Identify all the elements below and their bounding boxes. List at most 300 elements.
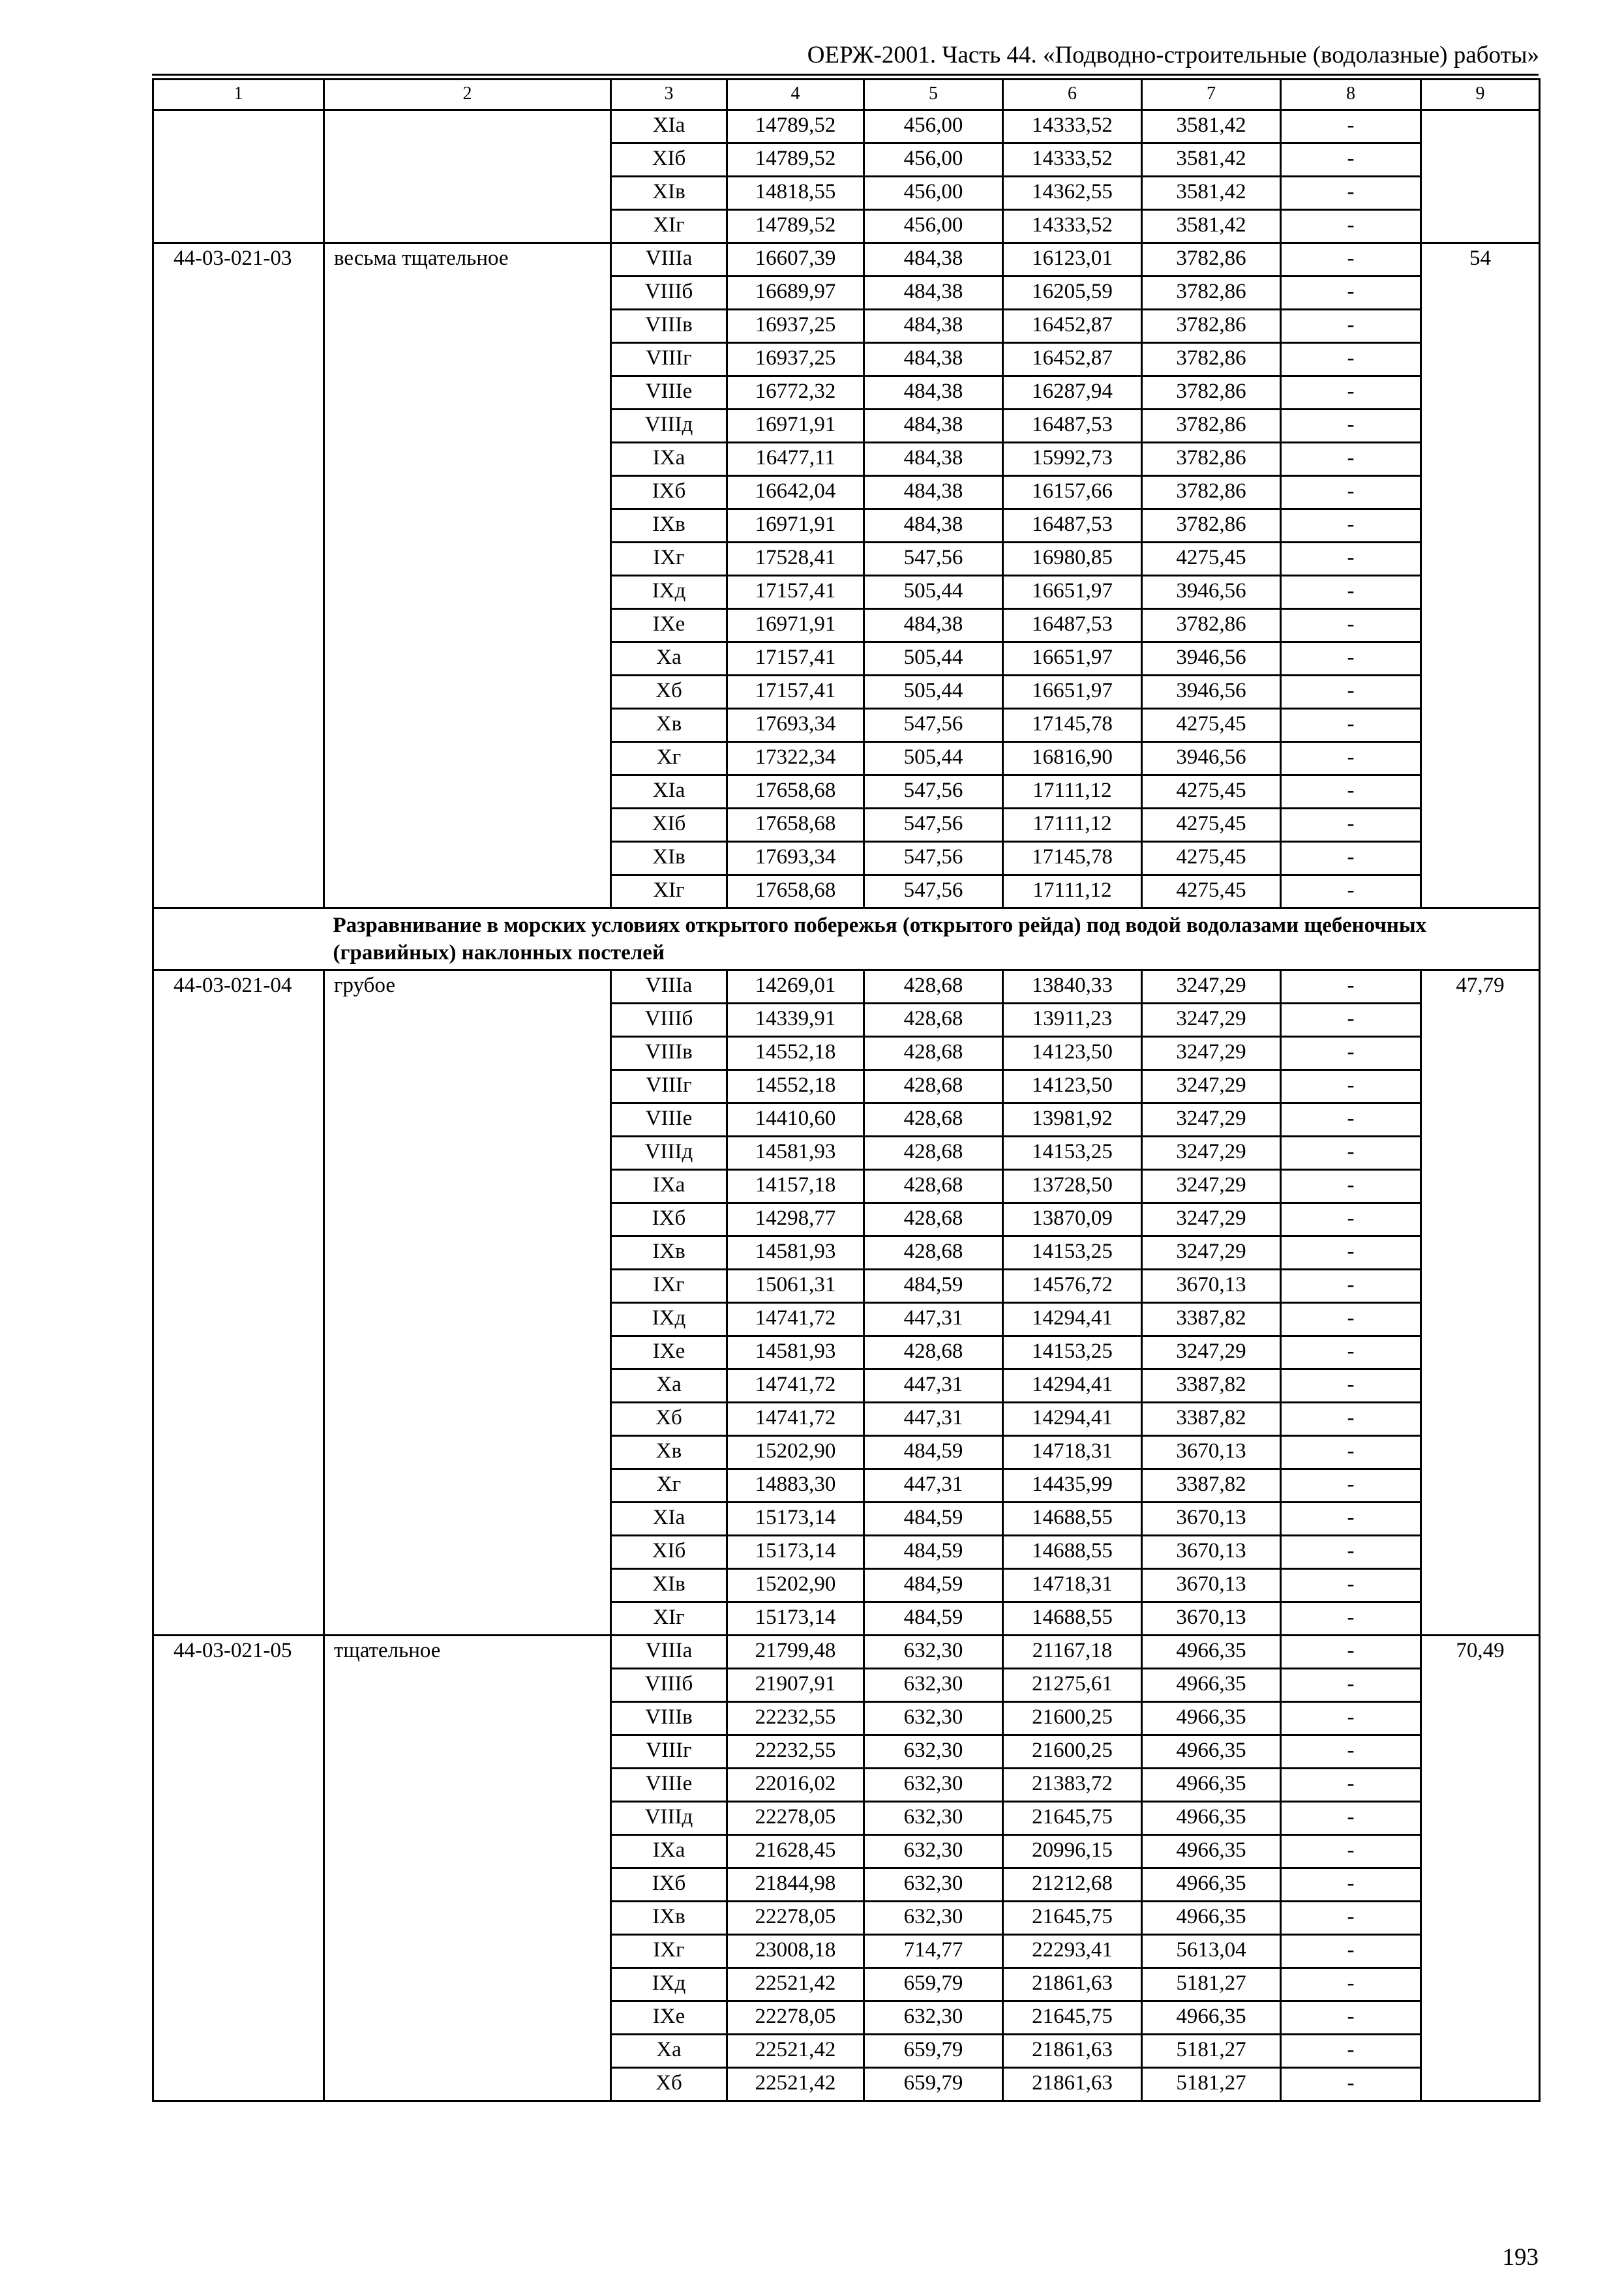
- table-cell: 14688,55: [1003, 1536, 1142, 1569]
- table-cell: 16971,91: [727, 410, 864, 443]
- table-cell: 3782,86: [1142, 410, 1281, 443]
- table-cell: 15202,90: [727, 1569, 864, 1602]
- table-cell: Xб: [611, 1403, 727, 1436]
- table-cell: -: [1281, 1602, 1421, 1636]
- table-cell: 13728,50: [1003, 1170, 1142, 1203]
- table-cell: 428,68: [864, 1070, 1003, 1103]
- column-number-row: [153, 80, 1540, 110]
- table-cell: 17693,34: [727, 842, 864, 875]
- table-cell: 547,56: [864, 842, 1003, 875]
- table-cell: 456,00: [864, 110, 1003, 143]
- table-cell: 484,59: [864, 1602, 1003, 1636]
- table-cell: 16980,85: [1003, 543, 1142, 576]
- table-row: [153, 1636, 1540, 1669]
- table-cell: 13840,33: [1003, 970, 1142, 1004]
- table-cell: 14269,01: [727, 970, 864, 1004]
- table-cell: 16971,91: [727, 609, 864, 642]
- table-cell: 632,30: [864, 1702, 1003, 1735]
- table-cell: 3946,56: [1142, 576, 1281, 609]
- table-cell: 15061,31: [727, 1270, 864, 1303]
- table-cell: 17658,68: [727, 809, 864, 842]
- table-cell: 632,30: [864, 1868, 1003, 1902]
- table-cell: XIа: [611, 1503, 727, 1536]
- table-cell: IXе: [611, 609, 727, 642]
- table-cell: 14741,72: [727, 1403, 864, 1436]
- table-cell: 3782,86: [1142, 443, 1281, 476]
- section-blank-cell: [153, 908, 324, 970]
- table-cell: 5613,04: [1142, 1935, 1281, 1968]
- table-cell: 547,56: [864, 875, 1003, 908]
- table-cell: 22521,42: [727, 2035, 864, 2068]
- table-cell: 547,56: [864, 709, 1003, 742]
- table-cell: -: [1281, 742, 1421, 775]
- table-cell: 16651,97: [1003, 576, 1142, 609]
- table-cell: -: [1281, 1369, 1421, 1403]
- table-cell: 659,79: [864, 1968, 1003, 2001]
- table-cell: -: [1281, 1802, 1421, 1835]
- table-cell: 4966,35: [1142, 1735, 1281, 1769]
- table-cell: 16772,32: [727, 376, 864, 410]
- table-cell: 484,38: [864, 609, 1003, 642]
- table-cell: 5181,27: [1142, 2068, 1281, 2101]
- table-cell: 14789,52: [727, 143, 864, 177]
- table-cell: 14333,52: [1003, 143, 1142, 177]
- table-cell: 3670,13: [1142, 1602, 1281, 1636]
- table-cell: -: [1281, 1403, 1421, 1436]
- table-cell: 14741,72: [727, 1303, 864, 1336]
- table-cell: XIв: [611, 1569, 727, 1602]
- table-cell: -: [1281, 1203, 1421, 1236]
- table-cell: XIа: [611, 775, 727, 809]
- table-cell: 632,30: [864, 1902, 1003, 1935]
- table-cell: 16452,87: [1003, 343, 1142, 376]
- table-cell: 3946,56: [1142, 742, 1281, 775]
- header-rule: [152, 74, 1539, 76]
- table-cell: 22278,05: [727, 1802, 864, 1835]
- table-cell: 17658,68: [727, 775, 864, 809]
- table-cell: VIIIе: [611, 376, 727, 410]
- table-cell: 632,30: [864, 1636, 1003, 1669]
- table-cell: 3782,86: [1142, 509, 1281, 543]
- table-cell: 22278,05: [727, 2001, 864, 2035]
- table-cell: 484,38: [864, 376, 1003, 410]
- table-cell: -: [1281, 1004, 1421, 1037]
- table-cell: XIб: [611, 809, 727, 842]
- table-cell: 3782,86: [1142, 476, 1281, 509]
- table-cell: 632,30: [864, 1769, 1003, 1802]
- table-cell: 3581,42: [1142, 177, 1281, 210]
- table-cell: 447,31: [864, 1303, 1003, 1336]
- table-body: [153, 80, 1540, 2101]
- work-name-cell: весьма тщательное: [324, 243, 611, 908]
- rates-table: [152, 78, 1541, 2102]
- table-cell: -: [1281, 609, 1421, 642]
- table-cell: 4966,35: [1142, 1702, 1281, 1735]
- table-row: [153, 970, 1540, 1004]
- table-cell: 484,59: [864, 1503, 1003, 1536]
- table-cell: 4275,45: [1142, 875, 1281, 908]
- table-cell: 3247,29: [1142, 1170, 1281, 1203]
- table-cell: 17111,12: [1003, 775, 1142, 809]
- table-cell: 505,44: [864, 742, 1003, 775]
- table-cell: 21645,75: [1003, 1802, 1142, 1835]
- table-cell: 505,44: [864, 576, 1003, 609]
- table-cell: 14123,50: [1003, 1037, 1142, 1070]
- table-cell: VIIIг: [611, 1735, 727, 1769]
- table-cell: 4275,45: [1142, 775, 1281, 809]
- labor-cost-cell: 47,79: [1421, 970, 1540, 1636]
- table-cell: -: [1281, 443, 1421, 476]
- table-cell: IXг: [611, 543, 727, 576]
- table-cell: -: [1281, 775, 1421, 809]
- table-cell: 14552,18: [727, 1037, 864, 1070]
- table-cell: 15173,14: [727, 1602, 864, 1636]
- table-cell: 4966,35: [1142, 1868, 1281, 1902]
- table-cell: 14789,52: [727, 110, 864, 143]
- table-cell: 22521,42: [727, 2068, 864, 2101]
- table-cell: 14688,55: [1003, 1503, 1142, 1536]
- table-cell: 3670,13: [1142, 1503, 1281, 1536]
- table-cell: -: [1281, 1170, 1421, 1203]
- table-cell: 15173,14: [727, 1536, 864, 1569]
- table-cell: 14581,93: [727, 1336, 864, 1369]
- table-cell: 14362,55: [1003, 177, 1142, 210]
- labor-cost-cell: [1421, 110, 1540, 243]
- table-cell: 16689,97: [727, 277, 864, 310]
- table-cell: 659,79: [864, 2068, 1003, 2101]
- table-cell: 4966,35: [1142, 1802, 1281, 1835]
- table-cell: 4966,35: [1142, 1835, 1281, 1868]
- table-cell: XIб: [611, 1536, 727, 1569]
- table-cell: 4275,45: [1142, 842, 1281, 875]
- table-cell: -: [1281, 1236, 1421, 1270]
- table-cell: 428,68: [864, 1336, 1003, 1369]
- table-cell: 14718,31: [1003, 1569, 1142, 1602]
- page-header-title: ОЕРЖ-2001. Часть 44. «Подводно-строительные (водолазные) работы»: [807, 42, 1539, 68]
- table-cell: -: [1281, 1469, 1421, 1503]
- section-title: Разравнивание в морских условиях открытого побережья (открытого рейда) под водой водолазами щебеночных (гравийных) наклонных постелей: [324, 908, 1540, 970]
- table-cell: 632,30: [864, 1735, 1003, 1769]
- table-cell: 4966,35: [1142, 1769, 1281, 1802]
- table-cell: 3782,86: [1142, 310, 1281, 343]
- table-cell: 16452,87: [1003, 310, 1142, 343]
- table-cell: IXб: [611, 1203, 727, 1236]
- table-cell: 21167,18: [1003, 1636, 1142, 1669]
- table-cell: -: [1281, 476, 1421, 509]
- table-cell: VIIIа: [611, 970, 727, 1004]
- table-cell: 484,38: [864, 343, 1003, 376]
- table-cell: 428,68: [864, 1137, 1003, 1170]
- table-cell: IXб: [611, 1868, 727, 1902]
- table-cell: -: [1281, 1636, 1421, 1669]
- table-cell: 14410,60: [727, 1103, 864, 1137]
- table-cell: VIIIг: [611, 1070, 727, 1103]
- table-cell: IXе: [611, 2001, 727, 2035]
- work-name-cell: грубое: [324, 970, 611, 1636]
- table-cell: 4275,45: [1142, 809, 1281, 842]
- table-cell: XIг: [611, 210, 727, 243]
- rate-code-cell: 44-03-021-03: [153, 243, 324, 908]
- table-cell: 484,38: [864, 476, 1003, 509]
- table-cell: XIг: [611, 875, 727, 908]
- table-cell: 456,00: [864, 177, 1003, 210]
- table-cell: 632,30: [864, 1835, 1003, 1868]
- table-cell: 714,77: [864, 1935, 1003, 1968]
- section-title-row: [153, 908, 1540, 970]
- table-cell: -: [1281, 1669, 1421, 1702]
- table-cell: 16477,11: [727, 443, 864, 476]
- table-cell: 14153,25: [1003, 1137, 1142, 1170]
- table-cell: 4966,35: [1142, 2001, 1281, 2035]
- table-cell: Xг: [611, 742, 727, 775]
- rate-code-cell: [153, 110, 324, 243]
- table-cell: 17157,41: [727, 676, 864, 709]
- table-cell: 447,31: [864, 1403, 1003, 1436]
- column-number-cell: 2: [324, 80, 611, 110]
- table-cell: IXа: [611, 443, 727, 476]
- table-cell: -: [1281, 1569, 1421, 1602]
- table-cell: 21645,75: [1003, 1902, 1142, 1935]
- table-cell: -: [1281, 576, 1421, 609]
- table-cell: 22232,55: [727, 1702, 864, 1735]
- table-cell: 3782,86: [1142, 243, 1281, 277]
- table-cell: Xв: [611, 1436, 727, 1469]
- table-cell: 3782,86: [1142, 343, 1281, 376]
- table-cell: 16607,39: [727, 243, 864, 277]
- table-cell: 3247,29: [1142, 1103, 1281, 1137]
- table-cell: 21861,63: [1003, 1968, 1142, 2001]
- table-cell: 21799,48: [727, 1636, 864, 1669]
- table-cell: 3670,13: [1142, 1270, 1281, 1303]
- table-cell: 3946,56: [1142, 642, 1281, 676]
- table-cell: -: [1281, 343, 1421, 376]
- table-cell: 5181,27: [1142, 2035, 1281, 2068]
- table-cell: 21861,63: [1003, 2068, 1142, 2101]
- table-cell: 3782,86: [1142, 277, 1281, 310]
- table-cell: 484,59: [864, 1436, 1003, 1469]
- table-cell: -: [1281, 1902, 1421, 1935]
- table-cell: IXб: [611, 476, 727, 509]
- table-cell: VIIIв: [611, 1037, 727, 1070]
- table-cell: 16157,66: [1003, 476, 1142, 509]
- table-cell: 3946,56: [1142, 676, 1281, 709]
- table-cell: 428,68: [864, 1203, 1003, 1236]
- table-cell: Xа: [611, 2035, 727, 2068]
- column-number-cell: 9: [1421, 80, 1540, 110]
- table-cell: 16937,25: [727, 310, 864, 343]
- work-name-cell: [324, 110, 611, 243]
- table-cell: 17157,41: [727, 576, 864, 609]
- table-cell: 17111,12: [1003, 809, 1142, 842]
- table-cell: 16205,59: [1003, 277, 1142, 310]
- table-cell: Xв: [611, 709, 727, 742]
- table-cell: -: [1281, 210, 1421, 243]
- table-cell: 3670,13: [1142, 1436, 1281, 1469]
- table-cell: 14718,31: [1003, 1436, 1142, 1469]
- table-cell: -: [1281, 2001, 1421, 2035]
- table-cell: 14157,18: [727, 1170, 864, 1203]
- table-cell: VIIIв: [611, 1702, 727, 1735]
- table-cell: 21645,75: [1003, 2001, 1142, 2035]
- table-cell: 21383,72: [1003, 1769, 1142, 1802]
- table-cell: 3387,82: [1142, 1469, 1281, 1503]
- table-cell: -: [1281, 970, 1421, 1004]
- table-cell: IXг: [611, 1270, 727, 1303]
- table-cell: VIIIб: [611, 277, 727, 310]
- table-cell: -: [1281, 376, 1421, 410]
- table-cell: 428,68: [864, 1037, 1003, 1070]
- table-cell: XIв: [611, 842, 727, 875]
- table-cell: 14294,41: [1003, 1369, 1142, 1403]
- table-cell: 484,38: [864, 310, 1003, 343]
- table-cell: 13911,23: [1003, 1004, 1142, 1037]
- column-number-cell: 1: [153, 80, 324, 110]
- table-cell: 14818,55: [727, 177, 864, 210]
- table-cell: 14153,25: [1003, 1236, 1142, 1270]
- table-cell: 16487,53: [1003, 410, 1142, 443]
- table-cell: 13981,92: [1003, 1103, 1142, 1137]
- table-cell: IXг: [611, 1935, 727, 1968]
- table-cell: 16123,01: [1003, 243, 1142, 277]
- rate-code-cell: 44-03-021-04: [153, 970, 324, 1636]
- table-row: [153, 243, 1540, 277]
- table-cell: 632,30: [864, 2001, 1003, 2035]
- table-cell: 3247,29: [1142, 1037, 1281, 1070]
- table-cell: 3581,42: [1142, 210, 1281, 243]
- table-cell: VIIIг: [611, 343, 727, 376]
- table-cell: -: [1281, 1503, 1421, 1536]
- table-cell: 484,38: [864, 243, 1003, 277]
- table-cell: -: [1281, 1303, 1421, 1336]
- table-cell: -: [1281, 1336, 1421, 1369]
- table-cell: VIIIв: [611, 310, 727, 343]
- table-cell: 15173,14: [727, 1503, 864, 1536]
- table-cell: 428,68: [864, 1103, 1003, 1137]
- table-cell: 547,56: [864, 543, 1003, 576]
- table-cell: -: [1281, 1735, 1421, 1769]
- table-cell: 16937,25: [727, 343, 864, 376]
- table-cell: IXд: [611, 576, 727, 609]
- table-cell: 484,38: [864, 277, 1003, 310]
- table-cell: 428,68: [864, 1170, 1003, 1203]
- table-cell: VIIIб: [611, 1669, 727, 1702]
- labor-cost-cell: 70,49: [1421, 1636, 1540, 2101]
- table-cell: -: [1281, 1702, 1421, 1735]
- table-cell: 14552,18: [727, 1070, 864, 1103]
- table-cell: 16487,53: [1003, 509, 1142, 543]
- table-cell: 16487,53: [1003, 609, 1142, 642]
- table-cell: -: [1281, 642, 1421, 676]
- table-cell: 21844,98: [727, 1868, 864, 1902]
- table-cell: IXе: [611, 1336, 727, 1369]
- column-number-cell: 3: [611, 80, 727, 110]
- table-cell: 16651,97: [1003, 676, 1142, 709]
- table-cell: -: [1281, 1968, 1421, 2001]
- table-cell: Xб: [611, 676, 727, 709]
- table-cell: 4966,35: [1142, 1902, 1281, 1935]
- table-cell: 22293,41: [1003, 1935, 1142, 1968]
- table-cell: 547,56: [864, 775, 1003, 809]
- table-cell: 17528,41: [727, 543, 864, 576]
- table-cell: 484,38: [864, 443, 1003, 476]
- column-number-cell: 7: [1142, 80, 1281, 110]
- table-cell: 632,30: [864, 1669, 1003, 1702]
- table-cell: 14741,72: [727, 1369, 864, 1403]
- table-cell: 14576,72: [1003, 1270, 1142, 1303]
- table-cell: 632,30: [864, 1802, 1003, 1835]
- table-cell: 456,00: [864, 143, 1003, 177]
- table-cell: 22278,05: [727, 1902, 864, 1935]
- table-cell: 15992,73: [1003, 443, 1142, 476]
- table-cell: 21212,68: [1003, 1868, 1142, 1902]
- table-cell: 22016,02: [727, 1769, 864, 1802]
- table-cell: -: [1281, 842, 1421, 875]
- table-cell: 14298,77: [727, 1203, 864, 1236]
- table-cell: -: [1281, 1835, 1421, 1868]
- table-cell: VIIIд: [611, 1802, 727, 1835]
- table-cell: 21861,63: [1003, 2035, 1142, 2068]
- table-cell: 13870,09: [1003, 1203, 1142, 1236]
- table-cell: -: [1281, 243, 1421, 277]
- table-cell: 3247,29: [1142, 1137, 1281, 1170]
- table-cell: 3670,13: [1142, 1536, 1281, 1569]
- table-cell: 16642,04: [727, 476, 864, 509]
- table-cell: 21628,45: [727, 1835, 864, 1868]
- table-cell: -: [1281, 809, 1421, 842]
- table-cell: 14153,25: [1003, 1336, 1142, 1369]
- table-cell: 3782,86: [1142, 609, 1281, 642]
- table-cell: 484,59: [864, 1569, 1003, 1602]
- table-cell: VIIIа: [611, 243, 727, 277]
- table-cell: VIIIе: [611, 1769, 727, 1802]
- table-cell: -: [1281, 2035, 1421, 2068]
- table-cell: 505,44: [864, 642, 1003, 676]
- table-cell: IXа: [611, 1170, 727, 1203]
- table-cell: -: [1281, 1137, 1421, 1170]
- table-cell: IXв: [611, 1236, 727, 1270]
- table-cell: 22521,42: [727, 1968, 864, 2001]
- table-cell: 4966,35: [1142, 1636, 1281, 1669]
- table-cell: 23008,18: [727, 1935, 864, 1968]
- table-cell: -: [1281, 1037, 1421, 1070]
- table-cell: IXа: [611, 1835, 727, 1868]
- table-cell: Xб: [611, 2068, 727, 2101]
- table-cell: 16651,97: [1003, 642, 1142, 676]
- table-cell: 15202,90: [727, 1436, 864, 1469]
- table-cell: IXв: [611, 1902, 727, 1935]
- table-cell: 14333,52: [1003, 210, 1142, 243]
- table-cell: 3247,29: [1142, 1070, 1281, 1103]
- column-number-cell: 6: [1003, 80, 1142, 110]
- table-cell: 447,31: [864, 1369, 1003, 1403]
- table-cell: 505,44: [864, 676, 1003, 709]
- table-cell: 14883,30: [727, 1469, 864, 1503]
- table-cell: 3247,29: [1142, 1336, 1281, 1369]
- rate-code-cell: 44-03-021-05: [153, 1636, 324, 2101]
- table-cell: -: [1281, 310, 1421, 343]
- table-cell: -: [1281, 277, 1421, 310]
- table-cell: VIIIд: [611, 1137, 727, 1170]
- table-cell: 4275,45: [1142, 543, 1281, 576]
- table-cell: 484,38: [864, 509, 1003, 543]
- table-cell: 456,00: [864, 210, 1003, 243]
- table-cell: 17322,34: [727, 742, 864, 775]
- table-cell: 3581,42: [1142, 110, 1281, 143]
- page-number: 193: [1502, 2244, 1539, 2271]
- column-number-cell: 4: [727, 80, 864, 110]
- table-cell: 4966,35: [1142, 1669, 1281, 1702]
- table-cell: 14123,50: [1003, 1070, 1142, 1103]
